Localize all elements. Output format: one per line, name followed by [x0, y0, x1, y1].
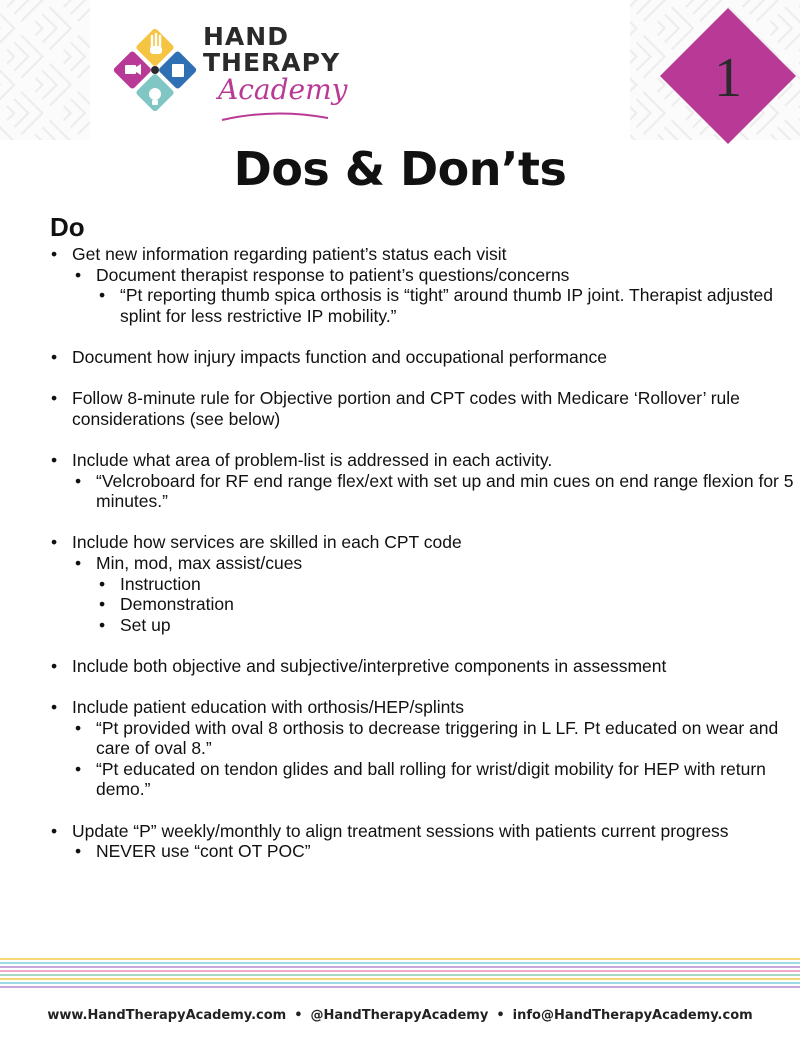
bullet: •	[99, 285, 106, 306]
list-item	[0, 388, 800, 429]
footer	[0, 1008, 800, 1023]
bullet: •	[75, 758, 82, 779]
list-item-text: Include both objective and subjective/interpretive components in assessment	[72, 655, 667, 676]
section-heading-do: Do	[50, 212, 85, 242]
list-item-text: Follow 8-minute rule for Objective portion and CPT codes with Medicare ‘Rollover’ rule considerations (see below)	[72, 388, 740, 429]
bullet: •	[99, 573, 106, 594]
stripe	[0, 958, 800, 960]
bullet: •	[51, 449, 58, 470]
brand-logo	[108, 20, 378, 130]
list-item	[0, 553, 800, 574]
list-item-text: Update “P” weekly/monthly to align treatment sessions with patients current progress	[72, 820, 729, 841]
footer-handle[interactable]: @HandTherapyAcademy	[310, 1008, 489, 1023]
stripe	[0, 986, 800, 988]
bullet: •	[51, 655, 58, 676]
list-item	[0, 244, 800, 265]
list-item-text: Get new information regarding patient’s status each visit	[72, 244, 507, 264]
list-item-text: Instruction	[120, 573, 201, 594]
stripe	[0, 966, 800, 968]
bullet: •	[99, 594, 106, 615]
logo-text-academy: Academy	[218, 73, 348, 106]
bullet: •	[75, 470, 82, 491]
list-item-text: “Pt reporting thumb spica orthosis is “tight” around thumb IP joint. Therapist adjusted splint for less restrictive IP mobility.”	[120, 285, 774, 326]
list-item	[0, 265, 800, 286]
bullet: •	[51, 388, 58, 409]
list-item-text: “Pt educated on tendon glides and ball rolling for wrist/digit mobility for HEP with return demo.”	[96, 758, 766, 800]
list-item-text: Set up	[120, 614, 171, 635]
list-item	[0, 594, 800, 615]
list-item-text: NEVER use “cont OT POC”	[96, 841, 311, 862]
stripe	[0, 978, 800, 980]
list-item	[0, 656, 800, 677]
bullet: •	[75, 717, 82, 738]
list-item-text: Include what area of problem-list is addressed in each activity.	[72, 449, 553, 470]
list-item	[0, 697, 800, 718]
list-item-text: “Velcroboard for RF end range flex/ext with set up and min cues on end range flexion for 5 minutes.”	[96, 470, 794, 512]
logo-text-hand: HAND	[203, 22, 289, 51]
list-item-text: Include how services are skilled in each CPT code	[72, 532, 462, 553]
list-item	[0, 285, 800, 326]
list-item	[0, 450, 800, 471]
bullet: •	[51, 820, 58, 841]
do-list	[0, 244, 800, 862]
list-item-text: Include patient education with orthosis/HEP/splints	[72, 697, 465, 718]
list-item	[0, 841, 800, 862]
bullet: •	[75, 841, 82, 862]
bullet: •	[51, 532, 58, 553]
footer-email[interactable]: info@HandTherapyAcademy.com	[512, 1008, 753, 1023]
list-item	[0, 532, 800, 553]
list-item-text: Min, mod, max assist/cues	[96, 552, 303, 573]
bullet: •	[75, 264, 82, 285]
page-number: 1	[714, 47, 742, 109]
bullet: •	[51, 346, 58, 367]
list-item	[0, 821, 800, 842]
bullet: •	[75, 552, 82, 573]
decorative-stripes	[0, 958, 800, 990]
bullet: •	[51, 697, 58, 718]
page-title: Dos & Don’ts	[233, 142, 567, 196]
logo-text-therapy: THERAPY	[203, 48, 341, 77]
list-item	[0, 615, 800, 636]
stripe	[0, 974, 800, 976]
logo-swoosh	[220, 110, 330, 124]
bullet: •	[99, 614, 106, 635]
list-item-text: Document how injury impacts function and occupational performance	[72, 346, 608, 367]
footer-website[interactable]: www.HandTherapyAcademy.com	[47, 1008, 287, 1023]
bullet: •	[51, 244, 58, 264]
list-item	[0, 347, 800, 368]
stripe	[0, 982, 800, 984]
list-item-text: “Pt provided with oval 8 orthosis to decrease triggering in L LF. Pt educated on wear and care of oval 8.”	[96, 717, 779, 759]
stripe	[0, 962, 800, 964]
footer-separator: •	[294, 1008, 303, 1023]
list-item	[0, 718, 800, 759]
stripe	[0, 970, 800, 972]
list-item	[0, 471, 800, 512]
list-item	[0, 759, 800, 800]
list-item	[0, 574, 800, 595]
logo-mark	[108, 20, 203, 120]
list-item-text: Document therapist response to patient’s questions/concerns	[96, 264, 570, 285]
footer-separator: •	[496, 1008, 505, 1023]
page-number-badge	[658, 6, 798, 146]
list-item-text: Demonstration	[120, 594, 234, 615]
